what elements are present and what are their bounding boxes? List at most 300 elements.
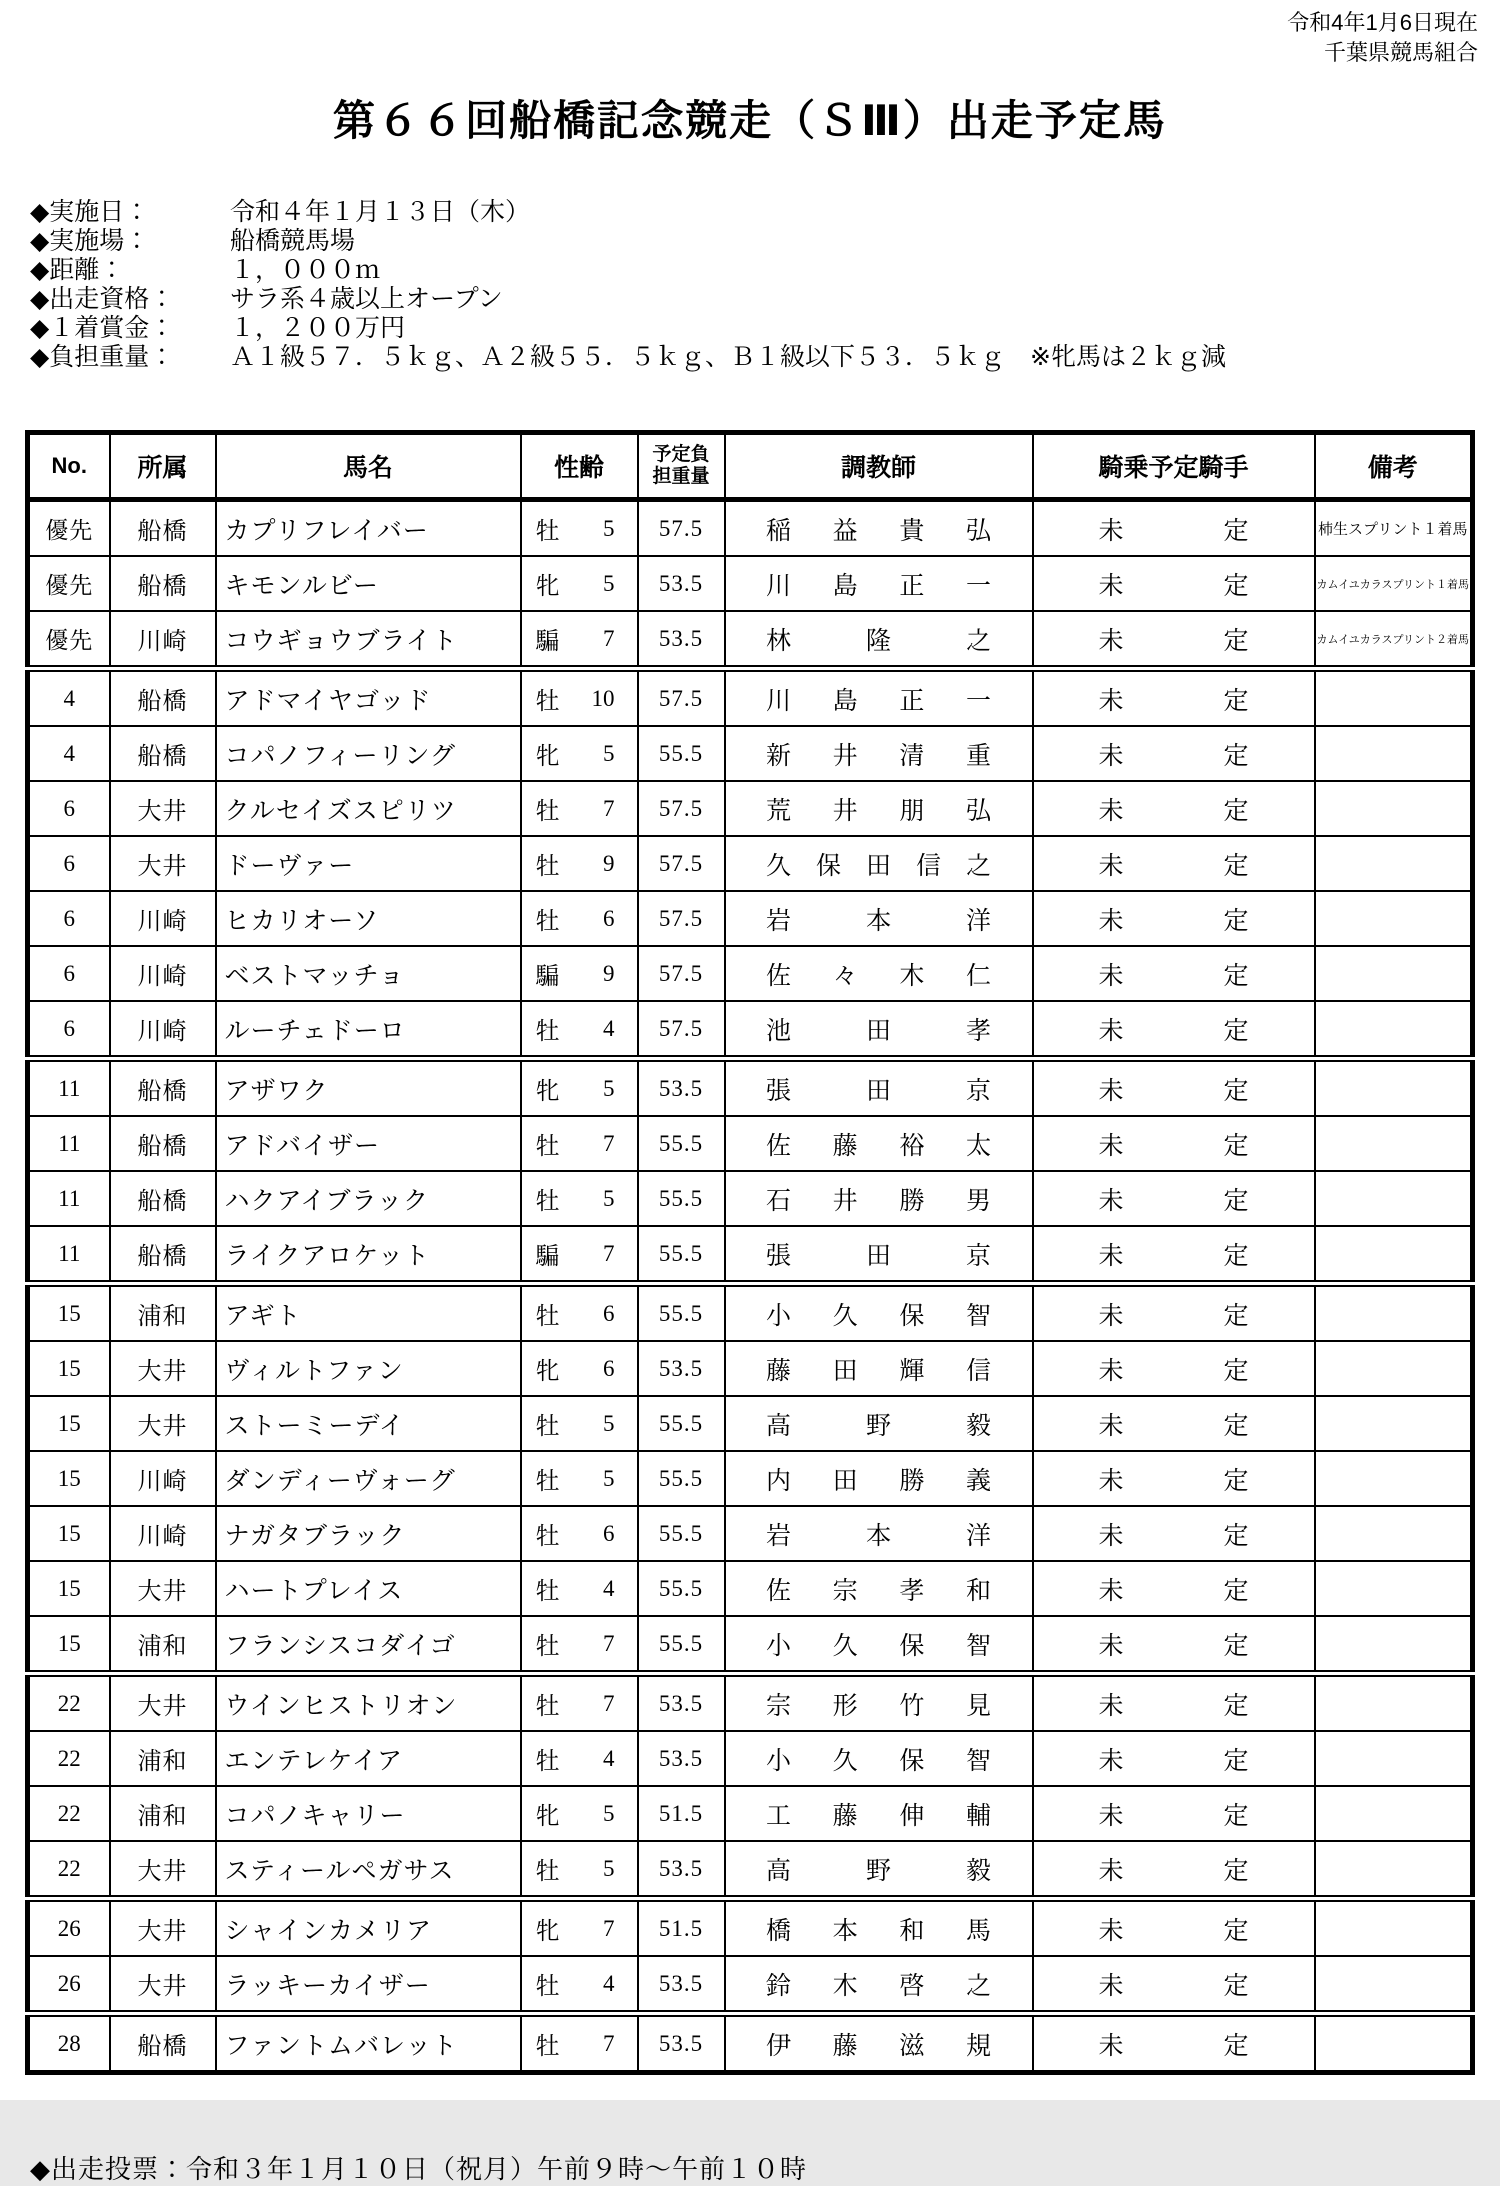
affiliation-cell: 船橋	[110, 726, 216, 781]
age: 4	[603, 1745, 615, 1771]
horse-name-cell: クルセイズスピリツ	[216, 781, 521, 836]
sex-age-cell	[521, 611, 638, 669]
sex-age-cell	[521, 1001, 638, 1059]
jockey-cell	[1033, 1674, 1315, 1732]
sex-age-cell	[521, 1116, 638, 1171]
remark-cell	[1315, 726, 1473, 781]
no-cell: 6	[28, 891, 110, 946]
sex: 牡	[535, 1859, 560, 1885]
horse-name-cell: ラッキーカイザー	[216, 1956, 521, 2014]
remark-cell	[1315, 1561, 1473, 1616]
sex-age-cell	[521, 669, 638, 727]
jockey-cell	[1033, 781, 1315, 836]
jockey-just: 未 定	[1098, 1187, 1249, 1215]
affiliation-cell: 川崎	[110, 1506, 216, 1561]
sex: 牡	[535, 1019, 560, 1045]
trainer-cell	[725, 1899, 1033, 1957]
age: 7	[603, 1240, 615, 1266]
sex-age-cell	[521, 1786, 638, 1841]
remark-cell	[1315, 1731, 1473, 1786]
affiliation-cell: 船橋	[110, 2014, 216, 2073]
jockey-cell	[1033, 1226, 1315, 1284]
affiliation-cell: 川崎	[110, 891, 216, 946]
jockey-just: 未 定	[1098, 572, 1249, 600]
jockey-cell	[1033, 1899, 1315, 1957]
trainer-cell	[725, 1616, 1033, 1674]
jockey-cell	[1033, 1284, 1315, 1342]
no-cell: 15	[28, 1341, 110, 1396]
sex-age-inner	[522, 511, 637, 546]
trainer-just: 林 隆 之	[766, 627, 991, 655]
remark-cell: 柿生スプリント１着馬	[1315, 500, 1473, 557]
sex-age-cell	[521, 2014, 638, 2073]
jockey-just: 未 定	[1098, 1467, 1249, 1495]
horse-name-cell: ドーヴァー	[216, 836, 521, 891]
affiliation-cell: 大井	[110, 1841, 216, 1899]
weight-cell: 55.5	[638, 1616, 725, 1674]
age: 6	[603, 1300, 615, 1326]
remark-cell	[1315, 1674, 1473, 1732]
trainer-just: 高 野 毅	[766, 1412, 991, 1440]
trainer-just: 岩 本 洋	[766, 1522, 991, 1550]
jockey-cell	[1033, 1059, 1315, 1117]
sex-age-cell	[521, 1561, 638, 1616]
age: 5	[603, 1075, 615, 1101]
jockey-cell	[1033, 1001, 1315, 1059]
trainer-cell	[725, 836, 1033, 891]
entry-row	[28, 1059, 1473, 1117]
affiliation-cell: 浦和	[110, 1786, 216, 1841]
page-title: 第６６回船橋記念競走（ＳⅢ）出走予定馬	[333, 97, 1167, 144]
remark-cell	[1315, 946, 1473, 1001]
age: 6	[603, 905, 615, 931]
sex: 牡	[535, 1524, 560, 1550]
remark-cell	[1315, 1956, 1473, 2014]
affiliation-cell: 船橋	[110, 1171, 216, 1226]
jockey-cell	[1033, 556, 1315, 611]
age: 5	[603, 1800, 615, 1826]
jockey-just: 未 定	[1098, 1242, 1249, 1270]
sex-age-inner	[522, 1686, 637, 1721]
sex: 牡	[535, 689, 560, 715]
jockey-cell	[1033, 2014, 1315, 2073]
no-cell: 優先	[28, 500, 110, 557]
affiliation-cell: 大井	[110, 836, 216, 891]
affiliation-cell: 川崎	[110, 1451, 216, 1506]
no-cell: 22	[28, 1731, 110, 1786]
weight-cell: 53.5	[638, 611, 725, 669]
sex-age-inner	[522, 1796, 637, 1831]
sex: 騙	[535, 629, 560, 655]
horse-name-cell: フランシスコダイゴ	[216, 1616, 521, 1674]
sex-age-inner	[522, 1181, 637, 1216]
remark-cell	[1315, 2014, 1473, 2073]
horse-name-cell: コウギョウブライト	[216, 611, 521, 669]
sex-age-cell	[521, 1674, 638, 1732]
sex: 騙	[535, 964, 560, 990]
trainer-cell	[725, 1226, 1033, 1284]
trainer-just: 宗 形 竹 見	[766, 1692, 991, 1720]
trainer-just: 池 田 孝	[766, 1017, 991, 1045]
horse-name-cell: キモンルビー	[216, 556, 521, 611]
trainer-cell	[725, 1786, 1033, 1841]
weight-cell: 57.5	[638, 946, 725, 1001]
no-cell: 6	[28, 836, 110, 891]
entry-row	[28, 1506, 1473, 1561]
entry-row	[28, 946, 1473, 1001]
remark-cell	[1315, 1059, 1473, 1117]
weight-cell: 53.5	[638, 1674, 725, 1732]
no-cell: 15	[28, 1506, 110, 1561]
sex-age-inner	[522, 1071, 637, 1106]
organization-name: 千葉県競馬組合	[1323, 39, 1478, 65]
horse-name-cell: コパノキャリー	[216, 1786, 521, 1841]
weight-cell: 53.5	[638, 1956, 725, 2014]
no-cell: 15	[28, 1616, 110, 1674]
age: 7	[603, 1915, 615, 1941]
horse-name-cell: ダンディーヴォーグ	[216, 1451, 521, 1506]
trainer-cell	[725, 1731, 1033, 1786]
entry-row	[28, 1116, 1473, 1171]
trainer-cell	[725, 611, 1033, 669]
jockey-cell	[1033, 1396, 1315, 1451]
horse-name-cell: エンテレケイア	[216, 1731, 521, 1786]
horse-name-cell: アギト	[216, 1284, 521, 1342]
jockey-cell	[1033, 669, 1315, 727]
jockey-just: 未 定	[1098, 1412, 1249, 1440]
entry-row	[28, 1284, 1473, 1342]
jockey-cell	[1033, 500, 1315, 557]
no-cell: 11	[28, 1226, 110, 1284]
remark-cell	[1315, 1899, 1473, 1957]
sex: 牡	[535, 854, 560, 880]
entries-table-header	[28, 433, 1473, 500]
sex: 牡	[535, 1469, 560, 1495]
affiliation-cell: 浦和	[110, 1284, 216, 1342]
sex-age-cell	[521, 1059, 638, 1117]
remark-cell	[1315, 1341, 1473, 1396]
info-label: ◆出走資格：	[30, 285, 175, 313]
trainer-cell	[725, 669, 1033, 727]
jockey-just: 未 定	[1098, 1017, 1249, 1045]
no-cell: 11	[28, 1171, 110, 1226]
jockey-just: 未 定	[1098, 1802, 1249, 1830]
sex: 牡	[535, 1974, 560, 2000]
entry-row	[28, 500, 1473, 557]
weight-cell: 55.5	[638, 726, 725, 781]
remark-cell	[1315, 1284, 1473, 1342]
entry-row	[28, 1341, 1473, 1396]
trainer-just: 川 島 正 一	[766, 572, 991, 600]
age: 5	[603, 515, 615, 541]
info-row-prize	[30, 314, 1500, 343]
sex: 牡	[535, 2034, 560, 2060]
jockey-just: 未 定	[1098, 1132, 1249, 1160]
no-cell: 優先	[28, 611, 110, 669]
header-no: No.	[28, 433, 110, 500]
age: 7	[603, 625, 615, 651]
sex-age-cell	[521, 781, 638, 836]
sex: 騙	[535, 1244, 560, 1270]
no-cell: 28	[28, 2014, 110, 2073]
trainer-just: 小 久 保 智	[766, 1632, 991, 1660]
horse-name-cell: ストーミーデイ	[216, 1396, 521, 1451]
horse-name-cell: ヒカリオーソ	[216, 891, 521, 946]
info-row-date	[30, 198, 1500, 227]
affiliation-cell: 川崎	[110, 611, 216, 669]
horse-name-cell: アドバイザー	[216, 1116, 521, 1171]
sex-age-cell	[521, 1341, 638, 1396]
weight-cell: 57.5	[638, 836, 725, 891]
info-label: ◆１着賞金：	[30, 314, 175, 342]
jockey-just: 未 定	[1098, 907, 1249, 935]
age: 5	[603, 740, 615, 766]
trainer-cell	[725, 1171, 1033, 1226]
entry-row	[28, 836, 1473, 891]
sex: 牡	[535, 1749, 560, 1775]
jockey-just: 未 定	[1098, 517, 1249, 545]
jockey-cell	[1033, 891, 1315, 946]
no-cell: 15	[28, 1561, 110, 1616]
horse-name-cell: コパノフィーリング	[216, 726, 521, 781]
trainer-just: 稲 益 貴 弘	[766, 517, 991, 545]
horse-name-cell: カプリフレイバー	[216, 500, 521, 557]
trainer-just: 小 久 保 智	[766, 1747, 991, 1775]
sex-age-inner	[522, 1516, 637, 1551]
no-cell: 22	[28, 1841, 110, 1899]
entry-row	[28, 1226, 1473, 1284]
header-weight-line2: 担重量	[652, 466, 710, 487]
entry-row	[28, 1001, 1473, 1059]
jockey-just: 未 定	[1098, 1577, 1249, 1605]
weight-cell: 55.5	[638, 1226, 725, 1284]
info-value: １，０００ｍ	[230, 256, 381, 284]
age: 5	[603, 1855, 615, 1881]
remark-cell	[1315, 669, 1473, 727]
sex-age-inner	[522, 1911, 637, 1946]
sex: 牝	[535, 1919, 560, 1945]
info-value: 令和４年１月１３日（木）	[230, 198, 531, 226]
jockey-cell	[1033, 1616, 1315, 1674]
affiliation-cell: 船橋	[110, 1226, 216, 1284]
sex: 牝	[535, 574, 560, 600]
sex: 牡	[535, 1414, 560, 1440]
entry-row	[28, 669, 1473, 727]
weight-cell: 51.5	[638, 1786, 725, 1841]
jockey-just: 未 定	[1098, 1357, 1249, 1385]
sex-age-inner	[522, 736, 637, 771]
affiliation-cell: 船橋	[110, 1059, 216, 1117]
remark-cell	[1315, 1786, 1473, 1841]
jockey-just: 未 定	[1098, 1917, 1249, 1945]
sex-age-cell	[521, 1396, 638, 1451]
trainer-cell	[725, 1396, 1033, 1451]
race-info-section	[30, 198, 1500, 372]
jockey-just: 未 定	[1098, 1692, 1249, 1720]
header-row	[28, 433, 1473, 500]
entry-row	[28, 1396, 1473, 1451]
sex: 牡	[535, 1134, 560, 1160]
no-cell: 22	[28, 1674, 110, 1732]
affiliation-cell: 大井	[110, 1674, 216, 1732]
affiliation-cell: 浦和	[110, 1616, 216, 1674]
header-weight-line1: 予定負	[652, 444, 710, 466]
header-jockey: 騎乗予定騎手	[1033, 433, 1315, 500]
horse-name-cell: ベストマッチョ	[216, 946, 521, 1001]
no-cell: 15	[28, 1396, 110, 1451]
jockey-cell	[1033, 611, 1315, 669]
info-row-eligibility	[30, 285, 1500, 314]
affiliation-cell: 船橋	[110, 556, 216, 611]
corner-note	[1287, 8, 1478, 67]
jockey-just: 未 定	[1098, 797, 1249, 825]
weight-cell: 53.5	[638, 1731, 725, 1786]
age: 6	[603, 1355, 615, 1381]
jockey-just: 未 定	[1098, 742, 1249, 770]
sex-age-cell	[521, 1284, 638, 1342]
trainer-just: 小 久 保 智	[766, 1302, 991, 1330]
age: 7	[603, 1130, 615, 1156]
no-cell: 11	[28, 1059, 110, 1117]
age: 5	[603, 1410, 615, 1436]
weight-cell: 55.5	[638, 1396, 725, 1451]
sex: 牡	[535, 1694, 560, 1720]
trainer-just: 張 田 京	[766, 1242, 991, 1270]
sex: 牝	[535, 1804, 560, 1830]
age: 5	[603, 1465, 615, 1491]
age: 4	[603, 1970, 615, 1996]
age: 4	[603, 1015, 615, 1041]
remark-cell	[1315, 891, 1473, 946]
horse-name-cell: ハートプレイス	[216, 1561, 521, 1616]
no-cell: 優先	[28, 556, 110, 611]
age: 7	[603, 795, 615, 821]
sex: 牡	[535, 1304, 560, 1330]
horse-name-cell: ヴィルトファン	[216, 1341, 521, 1396]
remark-cell: カムイユカラスプリント２着馬	[1315, 611, 1473, 669]
trainer-cell	[725, 1506, 1033, 1561]
sex-age-inner	[522, 1966, 637, 2001]
age: 9	[603, 960, 615, 986]
jockey-just: 未 定	[1098, 627, 1249, 655]
age: 7	[603, 1690, 615, 1716]
no-cell: 11	[28, 1116, 110, 1171]
entry-row	[28, 726, 1473, 781]
entry-row	[28, 1899, 1473, 1957]
sex-age-inner	[522, 681, 637, 716]
trainer-just: 新 井 清 重	[766, 742, 991, 770]
info-row-weight-rule	[30, 343, 1500, 372]
asof-date: 令和4年1月6日現在	[1287, 10, 1478, 35]
weight-cell: 57.5	[638, 781, 725, 836]
header-trainer: 調教師	[725, 433, 1033, 500]
trainer-cell	[725, 1284, 1033, 1342]
sex-age-cell	[521, 1899, 638, 1957]
trainer-cell	[725, 1841, 1033, 1899]
info-label: ◆距離：	[30, 256, 125, 284]
weight-cell: 57.5	[638, 669, 725, 727]
header-weight	[638, 433, 725, 500]
trainer-just: 荒 井 朋 弘	[766, 797, 991, 825]
sex: 牝	[535, 1359, 560, 1385]
trainer-cell	[725, 1341, 1033, 1396]
remark-cell	[1315, 1001, 1473, 1059]
no-cell: 6	[28, 1001, 110, 1059]
sex-age-inner	[522, 1626, 637, 1661]
jockey-just: 未 定	[1098, 1302, 1249, 1330]
weight-cell: 53.5	[638, 2014, 725, 2073]
jockey-just: 未 定	[1098, 2032, 1249, 2060]
entry-row	[28, 556, 1473, 611]
jockey-just: 未 定	[1098, 1077, 1249, 1105]
horse-name-cell: スティールペガサス	[216, 1841, 521, 1899]
jockey-cell	[1033, 1116, 1315, 1171]
trainer-just: 佐 藤 裕 太	[766, 1132, 991, 1160]
age: 7	[603, 1630, 615, 1656]
entry-row	[28, 1171, 1473, 1226]
jockey-cell	[1033, 1506, 1315, 1561]
trainer-cell	[725, 891, 1033, 946]
affiliation-cell: 大井	[110, 1956, 216, 2014]
affiliation-cell: 大井	[110, 1341, 216, 1396]
header-horse-name: 馬名	[216, 433, 521, 500]
affiliation-cell: 浦和	[110, 1731, 216, 1786]
trainer-just: 工 藤 伸 輔	[766, 1802, 991, 1830]
info-value: サラ系４歳以上オープン	[230, 285, 503, 313]
trainer-just: 橋 本 和 馬	[766, 1917, 991, 1945]
trainer-just: 鈴 木 啓 之	[766, 1972, 991, 2000]
remark-cell	[1315, 836, 1473, 891]
trainer-just: 佐 宗 孝 和	[766, 1577, 991, 1605]
sex-age-inner	[522, 1351, 637, 1386]
sex-age-cell	[521, 500, 638, 557]
jockey-cell	[1033, 1341, 1315, 1396]
sex-age-inner	[522, 1126, 637, 1161]
header-sex-age: 性齢	[521, 433, 638, 500]
sex-age-inner	[522, 621, 637, 656]
entry-row	[28, 891, 1473, 946]
weight-cell: 53.5	[638, 1059, 725, 1117]
no-cell: 15	[28, 1284, 110, 1342]
trainer-cell	[725, 1059, 1033, 1117]
trainer-just: 藤 田 輝 信	[766, 1357, 991, 1385]
jockey-just: 未 定	[1098, 1632, 1249, 1660]
jockey-cell	[1033, 1956, 1315, 2014]
entry-row	[28, 2014, 1473, 2073]
weight-cell: 55.5	[638, 1451, 725, 1506]
info-label: ◆実施日：	[30, 198, 150, 226]
weight-cell: 57.5	[638, 891, 725, 946]
weight-cell: 55.5	[638, 1284, 725, 1342]
info-value: １，２００万円	[230, 314, 406, 342]
no-cell: 26	[28, 1899, 110, 1957]
remark-cell	[1315, 1396, 1473, 1451]
trainer-cell	[725, 1001, 1033, 1059]
jockey-cell	[1033, 836, 1315, 891]
sex-age-cell	[521, 1731, 638, 1786]
horse-name-cell: ファントムバレット	[216, 2014, 521, 2073]
entry-row	[28, 1451, 1473, 1506]
trainer-cell	[725, 781, 1033, 836]
sex-age-cell	[521, 891, 638, 946]
trainer-cell	[725, 726, 1033, 781]
jockey-just: 未 定	[1098, 687, 1249, 715]
horse-name-cell: ライクアロケット	[216, 1226, 521, 1284]
affiliation-cell: 船橋	[110, 669, 216, 727]
sex-age-inner	[522, 1461, 637, 1496]
sex-age-cell	[521, 556, 638, 611]
sex-age-cell	[521, 1226, 638, 1284]
